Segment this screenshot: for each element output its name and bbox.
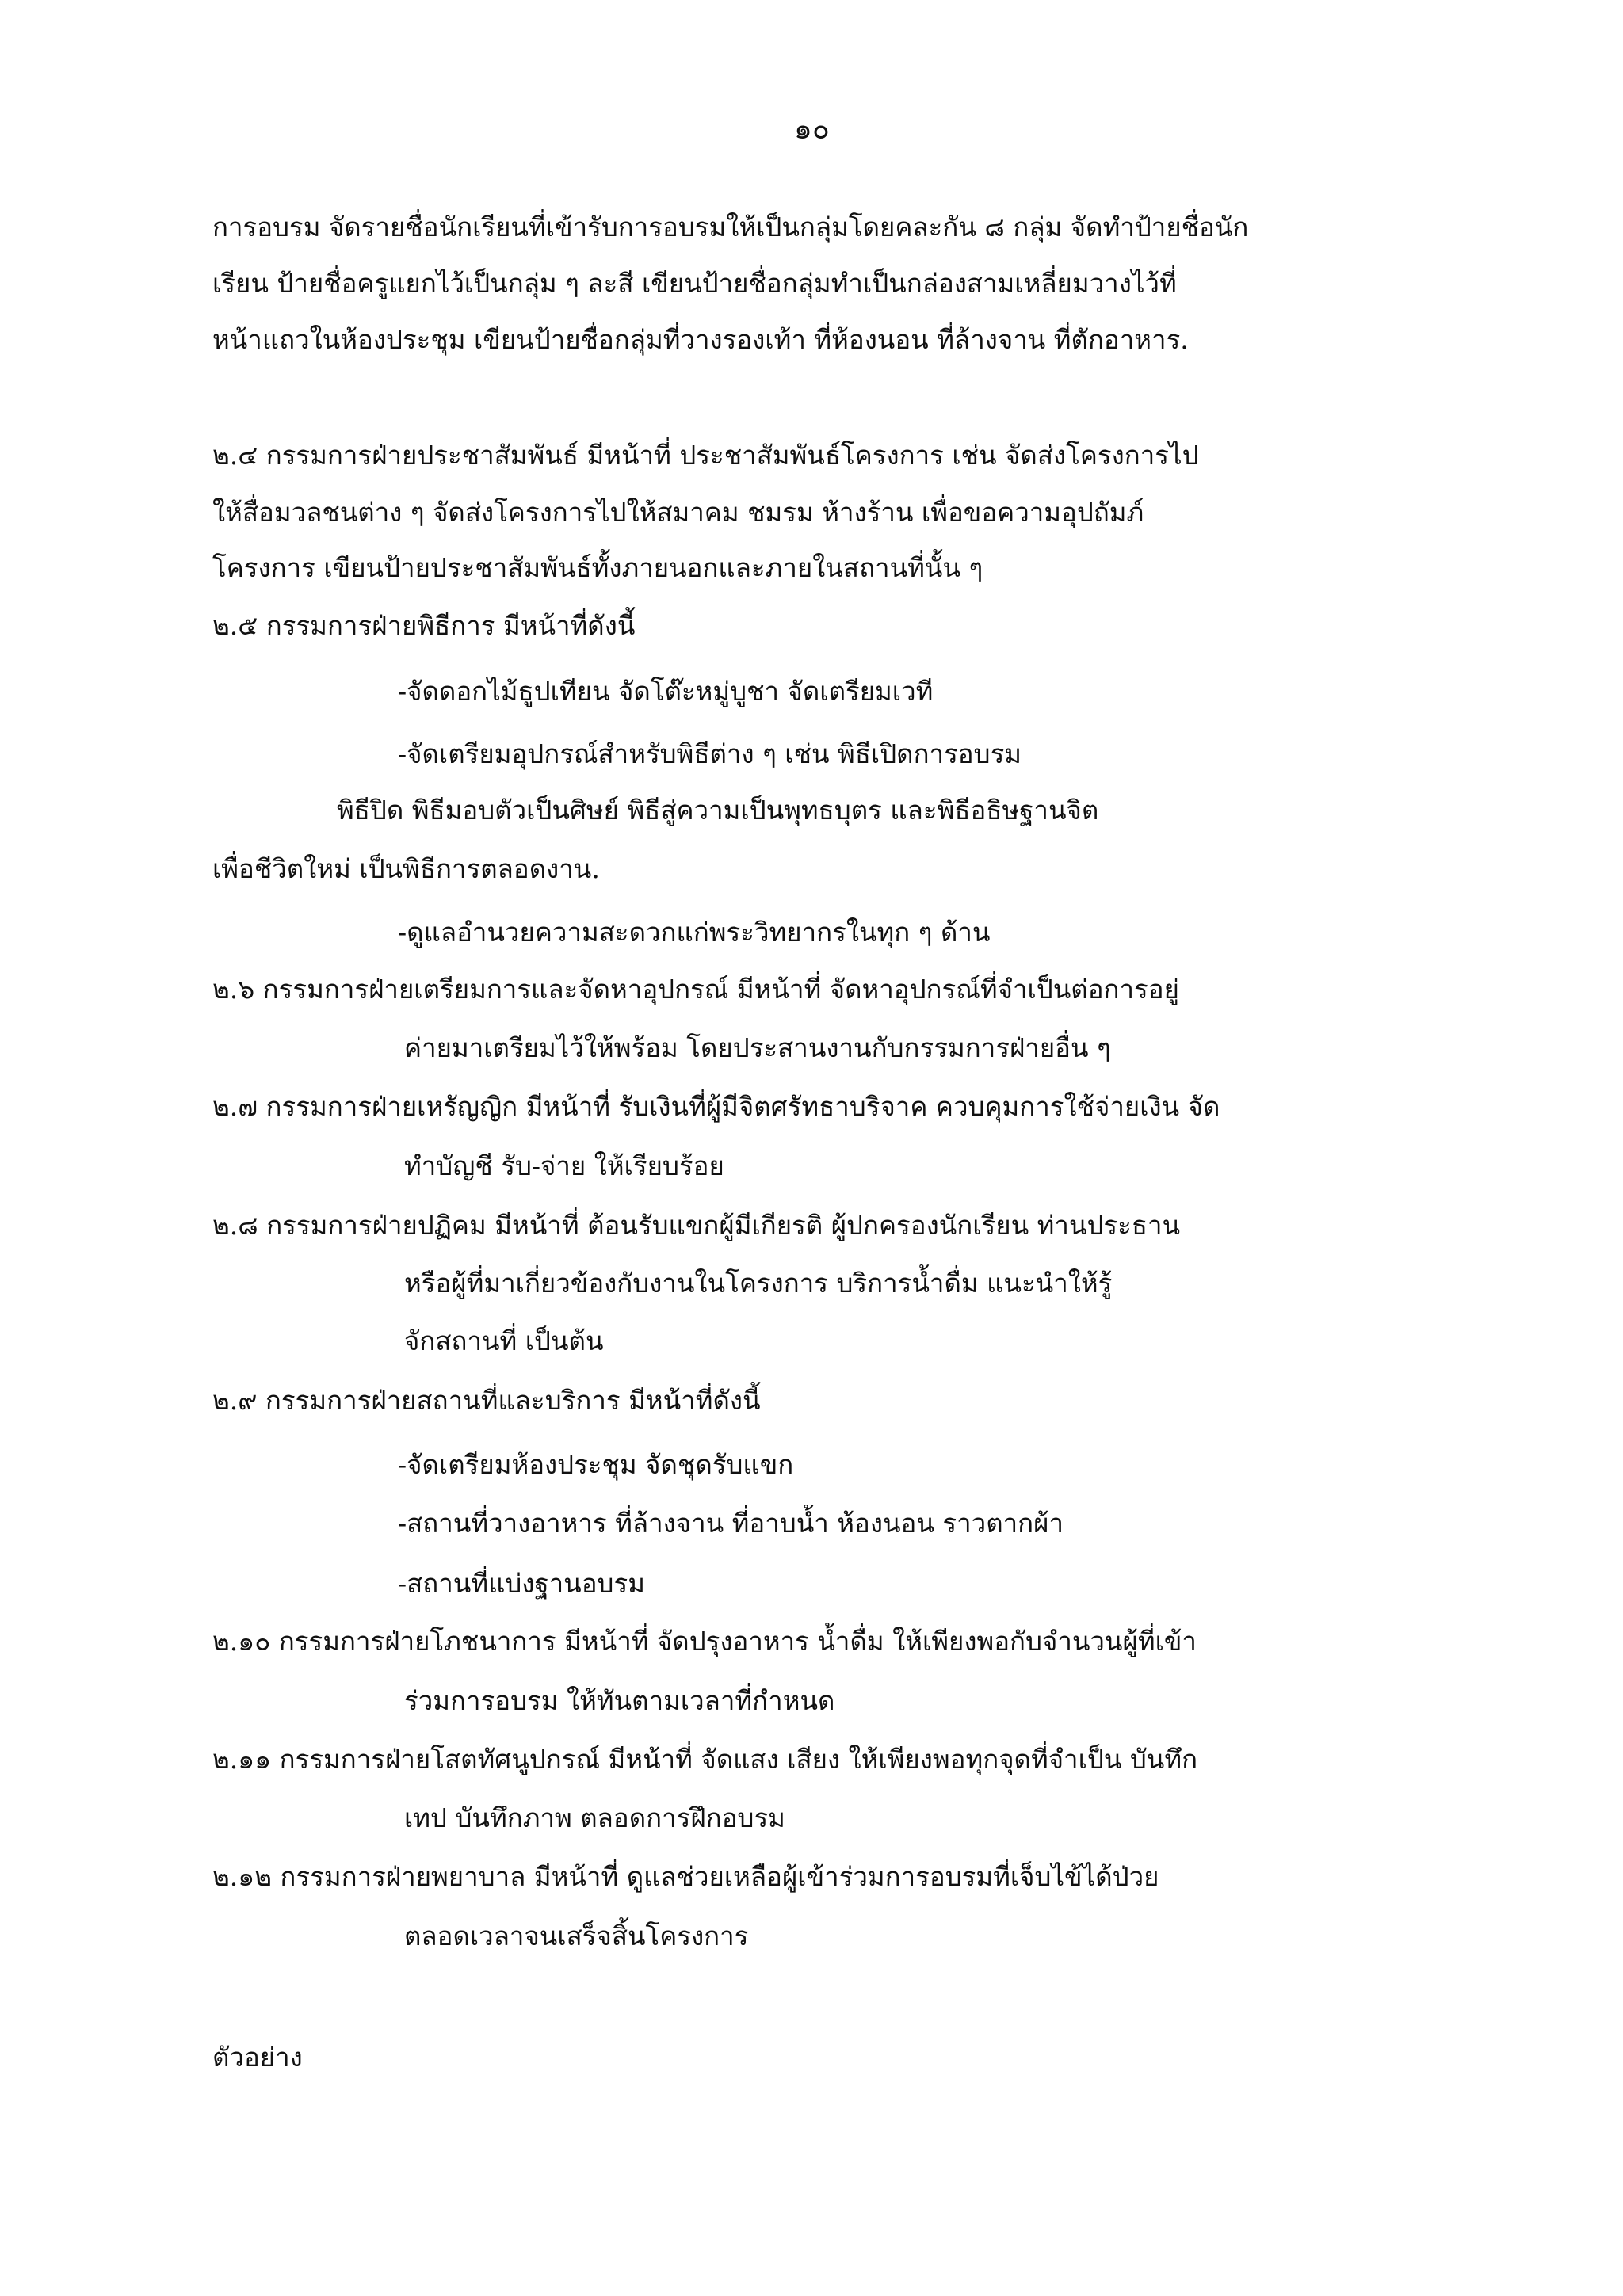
- paragraph-line: เทป บันทึกภาพ ตลอดการฝึกอบรม: [404, 1802, 785, 1833]
- section-heading-line: ๒.๑๒ กรรมการฝ่ายพยาบาล มีหน้าที่ ดูแลช่วยเหลือผู้เข้าร่วมการอบรมที่เจ็บไข้ได้ป่วย: [212, 1861, 1159, 1892]
- page-number: ๑๐: [794, 113, 830, 146]
- paragraph-line: การอบรม จัดรายชื่อนักเรียนที่เข้ารับการอบรมให้เป็นกลุ่มโดยคละกัน ๘ กลุ่ม จัดทำป้ายชื่อนัก: [212, 212, 1249, 242]
- list-item: -ดูแลอำนวยความสะดวกแก่พระวิทยากรในทุก ๆ ด้าน: [398, 917, 991, 948]
- paragraph-line: ทำบัญชี รับ-จ่าย ให้เรียบร้อย: [404, 1150, 724, 1181]
- paragraph-line: หน้าแถวในห้องประชุม เขียนป้ายชื่อกลุ่มที่วางรองเท้า ที่ห้องนอน ที่ล้างจาน ที่ตักอาหาร.: [212, 324, 1189, 355]
- list-item: -สถานที่แบ่งฐานอบรม: [398, 1568, 645, 1599]
- section-heading-line: ๒.๕ กรรมการฝ่ายพิธีการ มีหน้าที่ดังนี้: [212, 610, 636, 641]
- section-heading-line: ๒.๙ กรรมการฝ่ายสถานที่และบริการ มีหน้าที่ดังนี้: [212, 1385, 761, 1416]
- list-item-continuation: พิธีปิด พิธีมอบตัวเป็นศิษย์ พิธีสู่ความเป็นพุทธบุตร และพิธีอธิษฐานจิต: [337, 795, 1099, 826]
- paragraph-line: จักสถานที่ เป็นต้น: [404, 1325, 604, 1356]
- section-heading-line: ๒.๑๐ กรรมการฝ่ายโภชนาการ มีหน้าที่ จัดปรุงอาหาร น้ำดื่ม ให้เพียงพอกับจำนวนผู้ที่เข้า: [212, 1626, 1197, 1657]
- section-heading-line: ๒.๗ กรรมการฝ่ายเหรัญญิก มีหน้าที่ รับเงินที่ผู้มีจิตศรัทธาบริจาค ควบคุมการใช้จ่ายเงิน จัด: [212, 1091, 1220, 1122]
- list-item: -จัดเตรียมอุปกรณ์สำหรับพิธีต่าง ๆ เช่น พิธีเปิดการอบรม: [398, 738, 1022, 769]
- paragraph-line: ตลอดเวลาจนเสร็จสิ้นโครงการ: [404, 1920, 749, 1951]
- list-item: -จัดเตรียมห้องประชุม จัดชุดรับแขก: [398, 1449, 794, 1480]
- paragraph-line: ให้สื่อมวลชนต่าง ๆ จัดส่งโครงการไปให้สมาคม ชมรม ห้างร้าน เพื่อขอความอุปถัมภ์: [212, 497, 1144, 528]
- list-item: -สถานที่วางอาหาร ที่ล้างจาน ที่อาบน้ำ ห้องนอน ราวตากผ้า: [398, 1508, 1064, 1539]
- section-heading-line: ๒.๘ กรรมการฝ่ายปฏิคม มีหน้าที่ ต้อนรับแขกผู้มีเกียรติ ผู้ปกครองนักเรียน ท่านประธาน: [212, 1210, 1181, 1241]
- paragraph-line: โครงการ เขียนป้ายประชาสัมพันธ์ทั้งภายนอกและภายในสถานที่นั้น ๆ: [212, 552, 983, 583]
- section-heading-line: ๒.๑๑ กรรมการฝ่ายโสตทัศนูปกรณ์ มีหน้าที่ จัดแสง เสียง ให้เพียงพอทุกจุดที่จำเป็น บันทึก: [212, 1744, 1198, 1775]
- paragraph-line: เรียน ป้ายชื่อครูแยกไว้เป็นกลุ่ม ๆ ละสี เขียนป้ายชื่อกลุ่มทำเป็นกล่องสามเหลี่ยมวางไว้ที่: [212, 268, 1177, 299]
- list-item-continuation: เพื่อชีวิตใหม่ เป็นพิธีการตลอดงาน.: [212, 853, 600, 884]
- example-label: ตัวอย่าง: [212, 2042, 303, 2073]
- section-heading-line: ๒.๔ กรรมการฝ่ายประชาสัมพันธ์ มีหน้าที่ ประชาสัมพันธ์โครงการ เช่น จัดส่งโครงการไป: [212, 440, 1199, 471]
- paragraph-line: ร่วมการอบรม ให้ทันตามเวลาที่กำหนด: [404, 1685, 835, 1716]
- paragraph-line: ค่ายมาเตรียมไว้ให้พร้อม โดยประสานงานกับกรรมการฝ่ายอื่น ๆ: [404, 1032, 1111, 1063]
- section-heading-line: ๒.๖ กรรมการฝ่ายเตรียมการและจัดหาอุปกรณ์ มีหน้าที่ จัดหาอุปกรณ์ที่จำเป็นต่อการอยู่: [212, 974, 1179, 1005]
- list-item: -จัดดอกไม้ธูปเทียน จัดโต๊ะหมู่บูชา จัดเตรียมเวที: [398, 676, 934, 707]
- paragraph-line: หรือผู้ที่มาเกี่ยวข้องกับงานในโครงการ บริการน้ำดื่ม แนะนำให้รู้: [404, 1268, 1113, 1299]
